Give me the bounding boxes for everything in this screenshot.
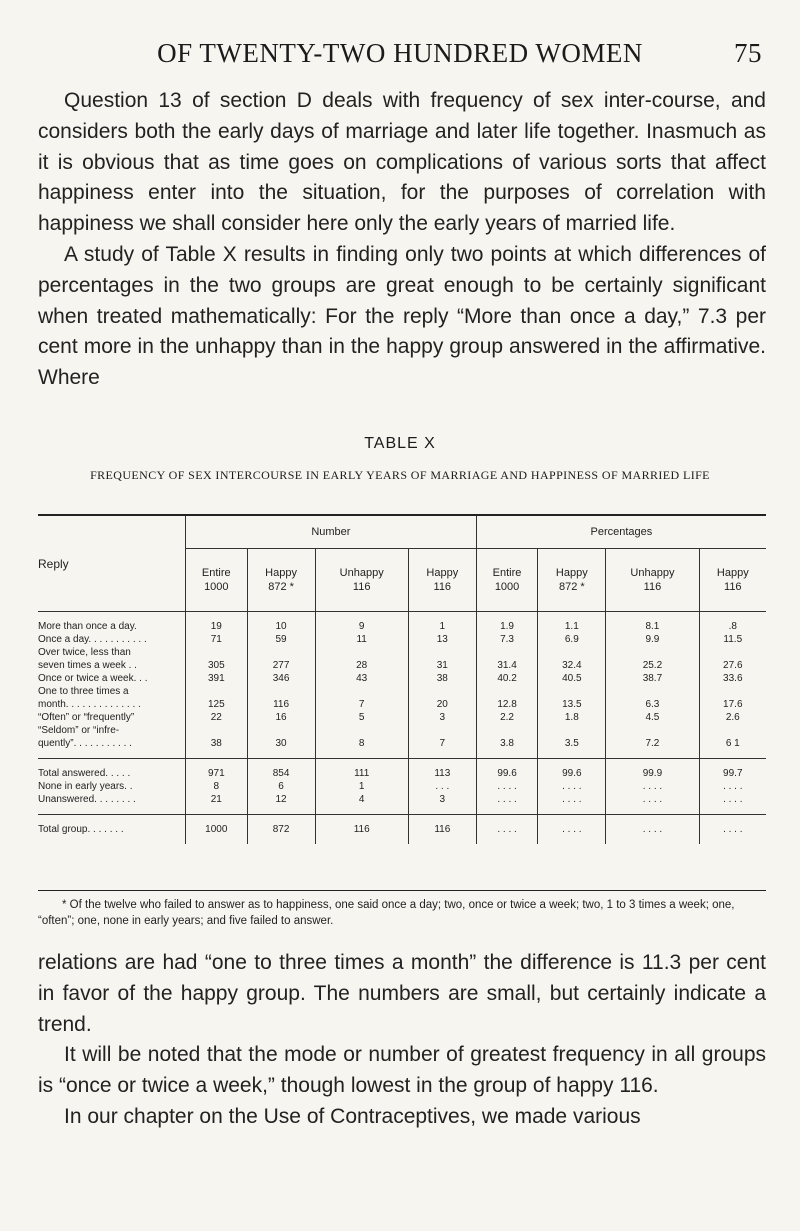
- value-cell: 40.2: [476, 672, 538, 685]
- value-cell: 31: [408, 646, 476, 672]
- reply-cell: [38, 711, 186, 724]
- column-header-line: Happy: [426, 567, 459, 579]
- table-row: [38, 780, 766, 793]
- value-cell: . . . .: [699, 793, 766, 806]
- table-footnote: [38, 897, 766, 929]
- reply-text: “Seldom” or “infre-: [38, 725, 120, 736]
- column-header-line: Entire: [492, 567, 522, 579]
- column-header: [247, 549, 315, 612]
- reply-text: quently”. . . . . . . . . . .: [38, 738, 132, 749]
- value-cell: 277: [247, 646, 315, 672]
- reply-cell: [38, 724, 186, 750]
- value-cell: 7.2: [606, 724, 699, 750]
- column-header-line: 872 *: [268, 581, 294, 593]
- reply-text: Over twice, less than: [38, 647, 131, 658]
- column-header-line: 1000: [494, 581, 520, 593]
- value-cell: 9.9: [606, 633, 699, 646]
- value-cell: 31.4: [476, 646, 538, 672]
- value-cell: 13.5: [538, 685, 606, 711]
- column-header: [606, 549, 699, 612]
- value-cell: 59: [247, 633, 315, 646]
- value-cell: 125: [186, 685, 248, 711]
- value-cell: . . . .: [606, 823, 699, 836]
- value-cell: 6.9: [538, 633, 606, 646]
- table-row: [38, 724, 766, 750]
- value-cell: 3.8: [476, 724, 538, 750]
- value-cell: 8: [186, 780, 248, 793]
- value-cell: 1.9: [476, 620, 538, 633]
- table-row: [38, 685, 766, 711]
- value-cell: 971: [186, 767, 248, 780]
- reply-cell: [38, 685, 186, 711]
- value-cell: . . . .: [699, 780, 766, 793]
- value-cell: 9: [315, 620, 408, 633]
- body-text-bottom: [38, 948, 766, 1133]
- value-cell: 3: [408, 711, 476, 724]
- reply-text: Unanswered. . . . . . . .: [38, 794, 136, 805]
- value-cell: 71: [186, 633, 248, 646]
- value-cell: 99.9: [606, 767, 699, 780]
- value-cell: 21: [186, 793, 248, 806]
- value-cell: 1.8: [538, 711, 606, 724]
- footnote-text: * Of the twelve who failed to answer as to happiness, one said once a day; two, once or twice a week; two, 1 to 3 times a week; one, “often”; one, none in early years; and five failed to answer.: [38, 899, 735, 927]
- value-cell: 40.5: [538, 672, 606, 685]
- reply-text: month. . . . . . . . . . . . . .: [38, 699, 141, 710]
- reply-cell: [38, 620, 186, 633]
- table-row: [38, 620, 766, 633]
- value-cell: 2.2: [476, 711, 538, 724]
- reply-cell: [38, 767, 186, 780]
- column-header-line: 116: [352, 581, 371, 593]
- value-cell: 28: [315, 646, 408, 672]
- reply-text: Once a day. . . . . . . . . . .: [38, 634, 147, 645]
- table-label: TABLE X: [364, 435, 436, 452]
- number-group-header: Number: [186, 515, 477, 549]
- column-header: [408, 549, 476, 612]
- column-header-line: Happy: [555, 567, 588, 579]
- running-title: OF TWENTY-TWO HUNDRED WOMEN: [157, 38, 643, 68]
- value-cell: 7: [315, 685, 408, 711]
- value-cell: . . . .: [606, 793, 699, 806]
- value-cell: 116: [408, 823, 476, 836]
- value-cell: 2.6: [699, 711, 766, 724]
- value-cell: 11.5: [699, 633, 766, 646]
- column-header-line: 116: [724, 581, 742, 593]
- value-cell: 99.6: [476, 767, 538, 780]
- reply-text: Total group. . . . . . .: [38, 824, 124, 835]
- value-cell: 22: [186, 711, 248, 724]
- value-cell: 346: [247, 672, 315, 685]
- value-cell: 99.7: [699, 767, 766, 780]
- table-row: [38, 767, 766, 780]
- column-header-line: Happy: [265, 567, 297, 579]
- value-cell: 16: [247, 711, 315, 724]
- column-header-line: 1000: [204, 581, 229, 593]
- paragraph: A study of Table X results in finding only two points at which differences of percentages in the two groups are great enough to be certainly significant when treated mathematically: For the reply “More than once a day,” 7.3 per cent more in the unhappy than in the happy group answered in the affirmative. Where: [38, 242, 766, 390]
- value-cell: . . . .: [538, 793, 606, 806]
- value-cell: . . . .: [699, 823, 766, 836]
- value-cell: 8: [315, 724, 408, 750]
- frequency-table: [38, 514, 766, 844]
- value-cell: 30: [247, 724, 315, 750]
- paragraph: Question 13 of section D deals with frequency of sex inter-course, and considers both the early days of marriage and later life together. Inasmuch as it is obvious that as time goes on complications of various sorts that affect happiness enter into the situation, for the purposes of correlation with happiness we shall consider here only the early years of married life.: [38, 89, 766, 236]
- value-cell: . . . .: [538, 823, 606, 836]
- value-cell: 33.6: [699, 672, 766, 685]
- value-cell: . . . .: [476, 793, 538, 806]
- value-cell: 38: [408, 672, 476, 685]
- value-cell: 3.5: [538, 724, 606, 750]
- reply-text: seven times a week . .: [38, 660, 137, 671]
- reply-text: Once or twice a week. . .: [38, 673, 148, 684]
- table-title: FREQUENCY OF SEX INTERCOURSE IN EARLY YEARS OF MARRIAGE AND HAPPINESS OF MARRIED LIFE: [90, 468, 710, 482]
- reply-cell: [38, 780, 186, 793]
- column-header-line: Entire: [201, 567, 231, 579]
- value-cell: . . . .: [476, 823, 538, 836]
- value-cell: 391: [186, 672, 248, 685]
- value-cell: 20: [408, 685, 476, 711]
- value-cell: 10: [247, 620, 315, 633]
- column-header: [476, 549, 538, 612]
- table-row: [38, 633, 766, 646]
- value-cell: 872: [247, 823, 315, 836]
- table-row: [38, 646, 766, 672]
- value-cell: .8: [699, 620, 766, 633]
- page-number: 75: [734, 38, 762, 68]
- value-cell: 43: [315, 672, 408, 685]
- table-row: [38, 823, 766, 836]
- data-table-wrapper: [38, 514, 766, 844]
- value-cell: 99.6: [538, 767, 606, 780]
- reply-cell: [38, 672, 186, 685]
- percentages-group-header: Percentages: [476, 515, 766, 549]
- column-header: [315, 549, 408, 612]
- value-cell: 6: [247, 780, 315, 793]
- value-cell: . . . .: [476, 780, 538, 793]
- value-cell: 116: [315, 823, 408, 836]
- reply-cell: [38, 633, 186, 646]
- reply-column-header: Reply: [38, 556, 69, 571]
- value-cell: 4: [315, 793, 408, 806]
- value-cell: 8.1: [606, 620, 699, 633]
- value-cell: 111: [315, 767, 408, 780]
- reply-text: None in early years. .: [38, 781, 133, 792]
- value-cell: 1: [408, 620, 476, 633]
- value-cell: 25.2: [606, 646, 699, 672]
- reply-text: More than once a day.: [38, 621, 137, 632]
- reply-text: “Often” or “frequently”: [38, 712, 135, 723]
- paragraph: It will be noted that the mode or number of greatest frequency in all groups is “once or twice a week,” though lowest in the group of happy 116.: [38, 1043, 766, 1098]
- value-cell: 32.4: [538, 646, 606, 672]
- value-cell: 1.1: [538, 620, 606, 633]
- value-cell: 19: [186, 620, 248, 633]
- column-header-line: Unhappy: [339, 567, 384, 579]
- value-cell: 17.6: [699, 685, 766, 711]
- value-cell: 13: [408, 633, 476, 646]
- body-text-top: [38, 86, 766, 394]
- column-header-line: 872 *: [558, 581, 585, 593]
- paragraph: relations are had “one to three times a month” the difference is 11.3 per cent in favor of the happy group. The numbers are small, but certainly indicate a trend.: [38, 951, 766, 1036]
- table-row: [38, 793, 766, 806]
- reply-cell: [38, 646, 186, 672]
- reply-cell: [38, 823, 186, 836]
- value-cell: 6.3: [606, 685, 699, 711]
- table-caption: [0, 435, 800, 485]
- value-cell: 4.5: [606, 711, 699, 724]
- value-cell: 1: [315, 780, 408, 793]
- reply-text: Total answered. . . . .: [38, 768, 131, 779]
- footnote-rule: [38, 890, 766, 891]
- table-row: [38, 711, 766, 724]
- value-cell: 5: [315, 711, 408, 724]
- column-header: [699, 549, 766, 612]
- value-cell: . . . .: [606, 780, 699, 793]
- column-header: [538, 549, 606, 612]
- value-cell: 38.7: [606, 672, 699, 685]
- column-header-line: Unhappy: [630, 567, 675, 579]
- table-row: [38, 672, 766, 685]
- value-cell: 116: [247, 685, 315, 711]
- value-cell: 305: [186, 646, 248, 672]
- column-header-line: 116: [643, 581, 662, 593]
- value-cell: 11: [315, 633, 408, 646]
- paragraph: In our chapter on the Use of Contraceptives, we made various: [64, 1104, 641, 1128]
- value-cell: 38: [186, 724, 248, 750]
- value-cell: . . . .: [538, 780, 606, 793]
- value-cell: 12: [247, 793, 315, 806]
- reply-cell: [38, 793, 186, 806]
- value-cell: 12.8: [476, 685, 538, 711]
- value-cell: 7.3: [476, 633, 538, 646]
- column-header-line: Happy: [716, 567, 749, 579]
- value-cell: 6 1: [699, 724, 766, 750]
- value-cell: . . .: [408, 780, 476, 793]
- value-cell: 27.6: [699, 646, 766, 672]
- value-cell: 854: [247, 767, 315, 780]
- value-cell: 1000: [186, 823, 248, 836]
- running-header: [0, 38, 800, 78]
- value-cell: 113: [408, 767, 476, 780]
- column-header: [186, 549, 248, 612]
- value-cell: 3: [408, 793, 476, 806]
- column-header-line: 116: [433, 581, 452, 593]
- value-cell: 7: [408, 724, 476, 750]
- reply-text: One to three times a: [38, 686, 129, 697]
